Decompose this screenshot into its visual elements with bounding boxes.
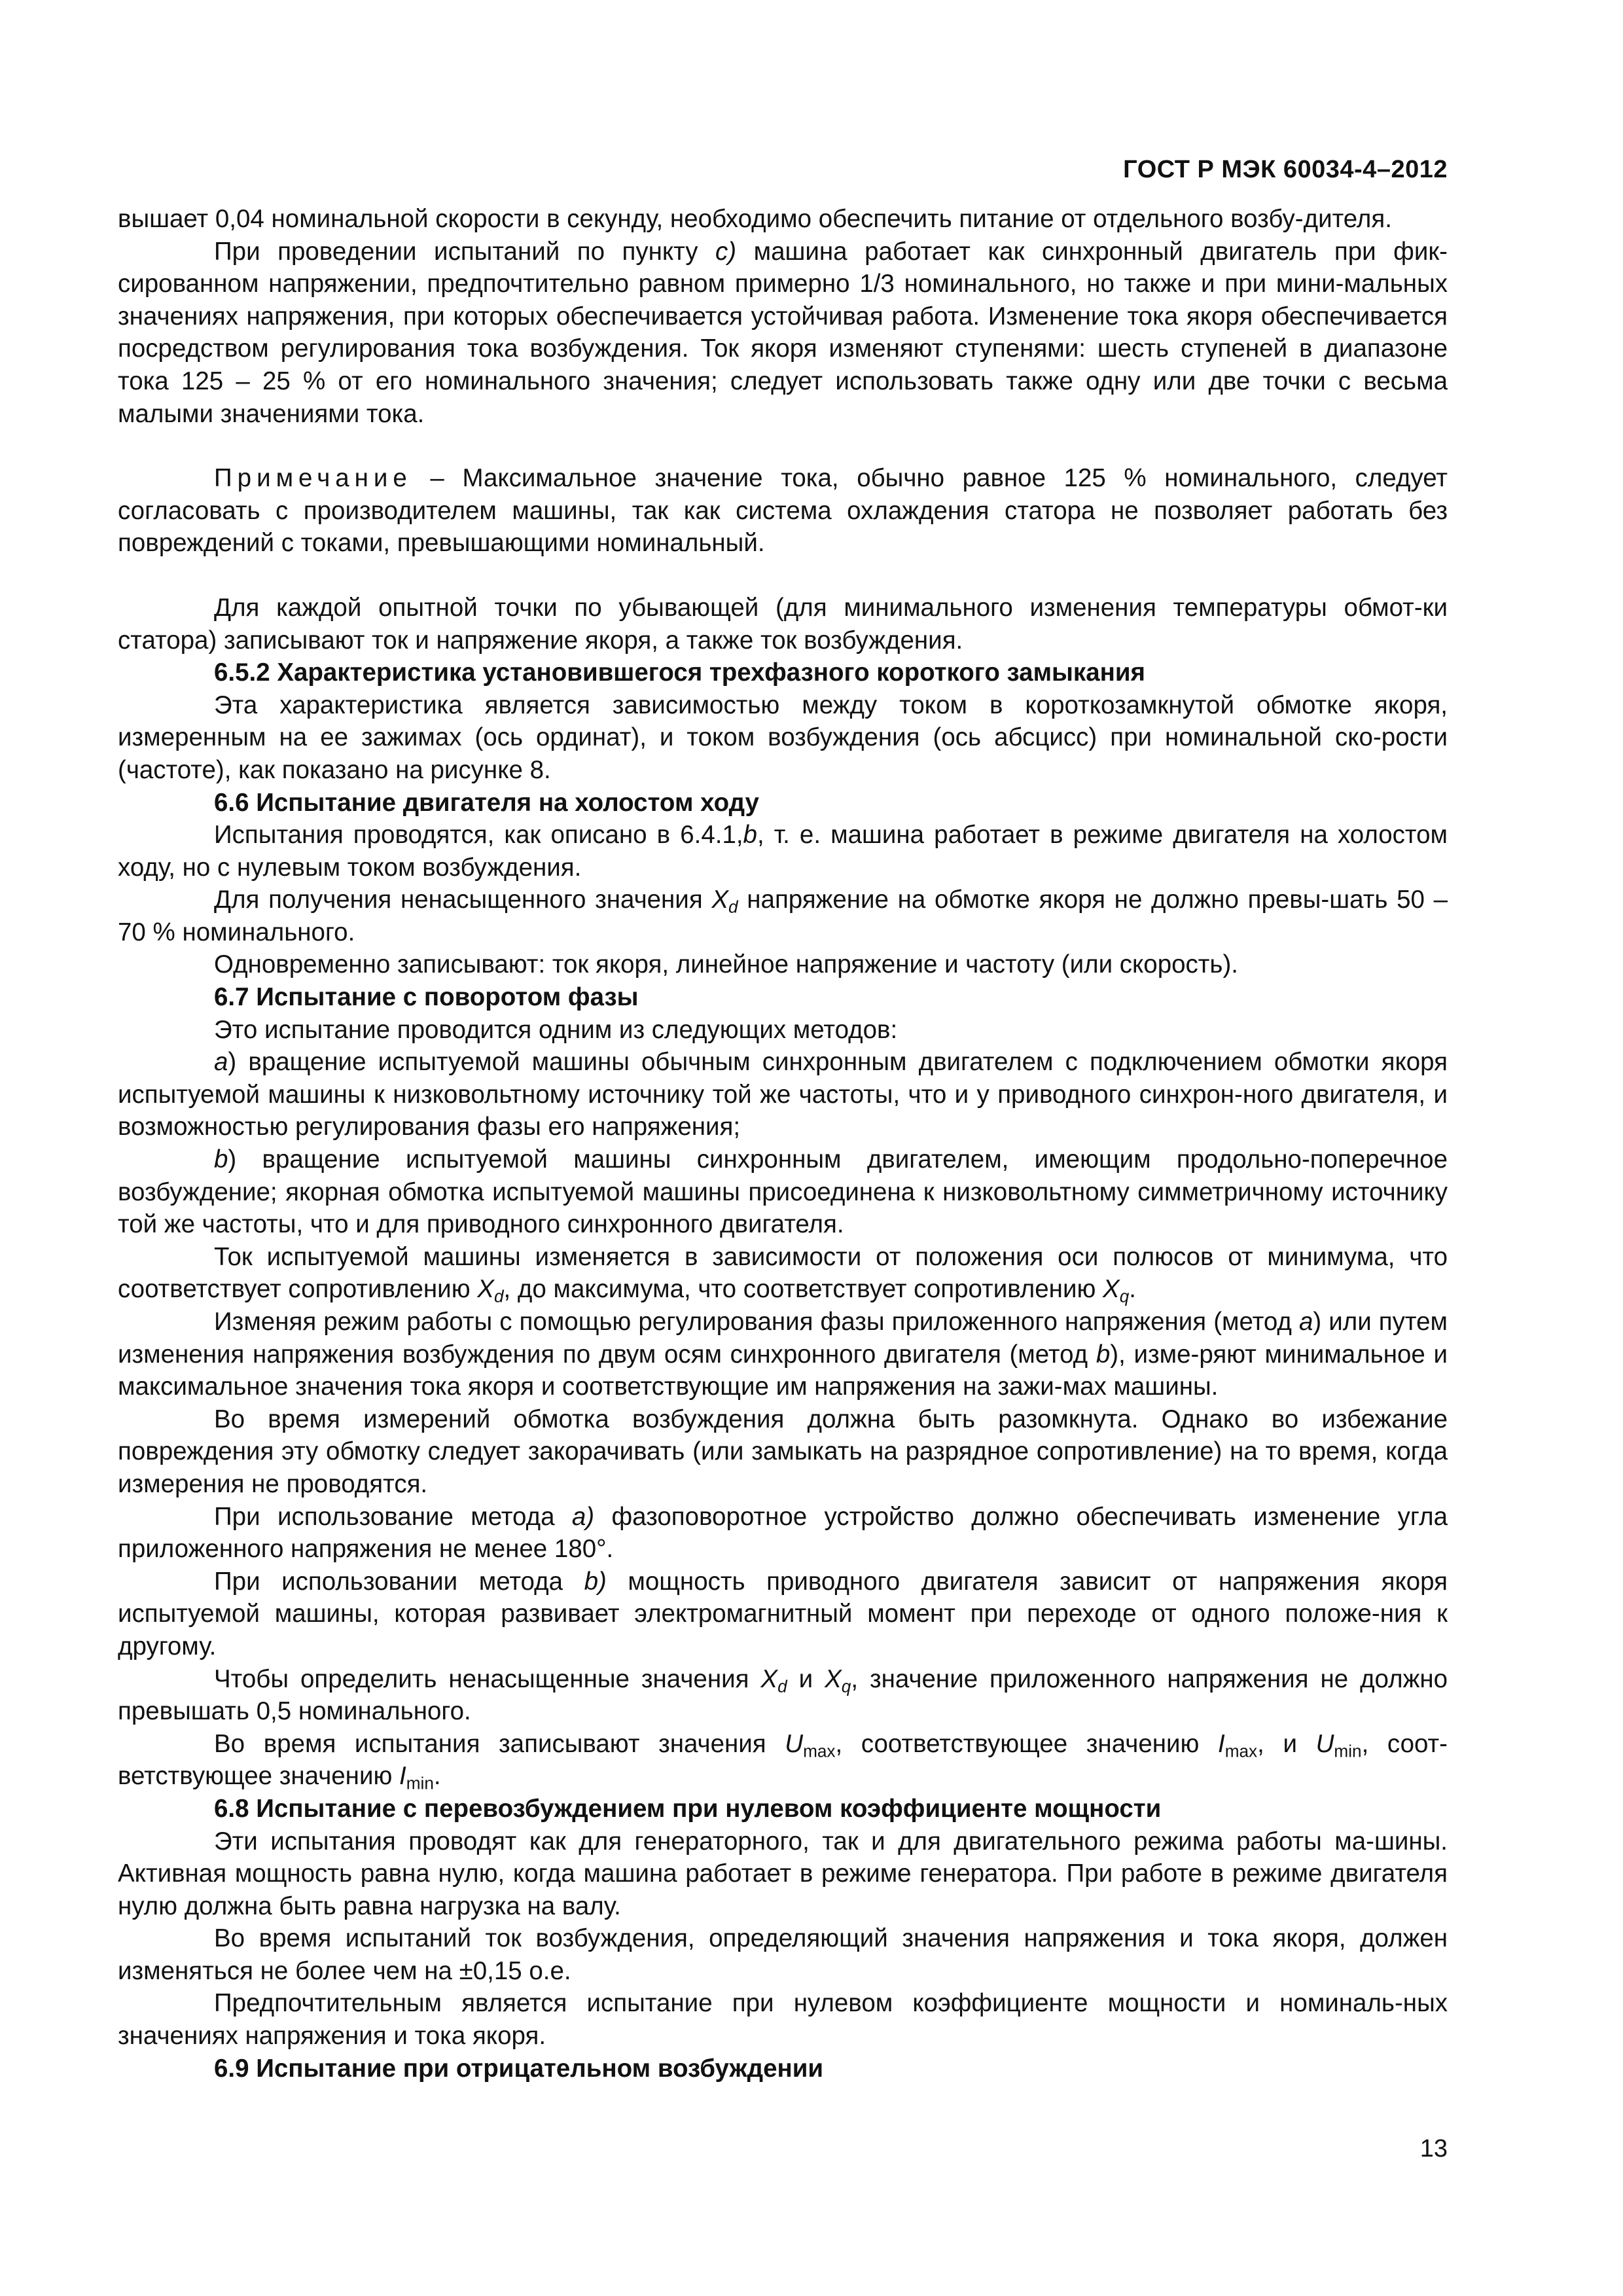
body-text [118,203,1448,2085]
section-heading: 6.8 Испытание с перевозбуждением при нулевом коэффициенте мощности [214,1794,1162,1823]
paragraph: Чтобы определить ненасыщенные значения $X_d$ и $X_q$, значение приложенного напряжения не должно превышать 0,5 номинального. [118,1664,1448,1726]
paragraph: вышает 0,04 номинальной скорости в секунду, необходимо обеспечить питание от отдельного возбу-дителя. [118,205,1392,233]
paragraph: Одновременно записывают: ток якоря, линейное напряжение и частоту (или скорость). [214,950,1239,979]
paragraph: Это испытание проводится одним из следующих методов: [214,1015,898,1044]
paragraph: При проведении испытаний по пункту c) машина работает как синхронный двигатель при фик-сированном напряжении, предпочтительно равном примерно 1/3 номинального, но также и при мини-мальных значениях напряжения, при которых обеспечивается устойчивая работа. Изменение тока якоря обеспечивается посредством регулирования тока возбуждения. Ток якоря изменяют ступенями: шесть ступеней в диапазоне тока 125 – 25 % от его номинального значения; следует использовать также одну или две точки с весьма малыми значениями тока. [118,237,1448,428]
paragraph: Предпочтительным является испытание при нулевом коэффициенте мощности и номиналь-ных значениях напряжения и тока якоря. [118,1989,1448,2051]
symbol-umax: U [785,1729,804,1758]
paragraph: Эта характеристика является зависимостью между током в короткозамкнутой обмотке якоря, измеренным на ее зажимах (ось ординат), и током возбуждения (ось абсцисс) при номинальной ско-рости (частоте), как показано на рисунке 8. [118,691,1448,784]
section-heading: 6.9 Испытание при отрицательном возбуждении [214,2054,824,2083]
paragraph: Эти испытания проводят как для генераторного, так и для двигательного режима работы ма-шины. Активная мощность равна нулю, когда машина работает в режиме генератора. При работе в режиме двигателя нулю должна быть равна нагрузка на валу. [118,1827,1448,1920]
paragraph: Изменяя режим работы с помощью регулирования фазы приложенного напряжения (метод а) или путем изменения напряжения возбуждения по двум осям синхронного двигателя (метод b), изме-ряют минимальное и максимальное значения тока якоря и соответствующие им напряжения на зажи-мах машины. [118,1308,1448,1401]
paragraph: При использовании метода b) мощность приводного двигателя зависит от напряжения якоря испытуемой машины, которая развивает электромагнитный момент при переходе от одного положе-ния к другому. [118,1567,1448,1660]
page-number: 13 [1419,2135,1448,2162]
symbol-xd: $X_d$ [711,886,738,917]
symbol-imin: I [399,1762,406,1791]
paragraph: Ток испытуемой машины изменяется в зависимости от положения оси полюсов от минимума, что соответствует сопротивлению $X_d$, до максимума, что соответствует сопротивлению $X_q$. [118,1242,1448,1306]
section-heading: 6.7 Испытание с поворотом фазы [214,983,639,1012]
list-item-b: b) вращение испытуемой машины синхронным двигателем, имеющим продольно-поперечное возбуждение; якорная обмотка испытуемой машины присоединена к низковольтному симметричному источнику той же частоты, что и для приводного синхронного двигателя. [118,1145,1448,1239]
paragraph: При использование метода а) фазоповоротное устройство должно обеспечивать изменение угла приложенного напряжения не менее 180°. [118,1502,1448,1564]
paragraph: Во время измерений обмотка возбуждения должна быть разомкнута. Однако во избежание повреждения эту обмотку следует закорачивать (или замыкать на разрядное сопротивление) на то время, когда измерения не проводятся. [118,1405,1448,1498]
paragraph: Во время испытаний ток возбуждения, определяющий значения напряжения и тока якоря, должен изменяться не более чем на ±0,15 о.е. [118,1924,1448,1985]
symbol-xq: $X_q$ [1103,1275,1130,1306]
section-heading: 6.6 Испытание двигателя на холостом ходу [214,788,759,817]
symbol-xd: $X_d$ [760,1664,787,1696]
section-heading: 6.5.2 Характеристика установившегося трехфазного короткого замыкания [214,658,1145,687]
symbol-umin: U [1315,1729,1334,1758]
symbol-xd: $X_d$ [477,1275,504,1306]
symbol-imax: I [1218,1729,1225,1758]
paragraph: Во время испытания записывают значения $U_{max}$, соответствующее значению $I_{max}$, и $U_{min}$, соот-ветствующее значению $I_{min}$. [118,1729,1448,1793]
note: Примечание – Максимальное значение тока, обычно равное 125 % номинального, следует согласовать с производителем машины, так как система охлаждения статора не позволяет работать без повреждений с токами, превышающими номинальный. [118,464,1448,558]
paragraph: Испытания проводятся, как описано в 6.4.1,b, т. е. машина работает в режиме двигателя на холостом ходу, но с нулевым током возбуждения. [118,821,1448,882]
note-label: Примечание [214,464,412,493]
list-item-a: а) вращение испытуемой машины обычным синхронным двигателем с подключением обмотки якоря испытуемой машины к низковольтному источнику той же частоты, что и у приводного синхрон-ного двигателя, и возможностью регулирования фазы его напряжения; [118,1048,1448,1141]
paragraph: Для получения ненасыщенного значения $X_d$ напряжение на обмотке якоря не должно превы-шать 50 – 70 % номинального. [118,886,1448,946]
standard-designation: ГОСТ Р МЭК 60034-4–2012 [1123,156,1448,183]
symbol-xq: $X_q$ [825,1664,851,1696]
paragraph: Для каждой опытной точки по убывающей (для минимального изменения температуры обмот-ки статора) записывают ток и напряжение якоря, а также ток возбуждения. [118,593,1448,655]
